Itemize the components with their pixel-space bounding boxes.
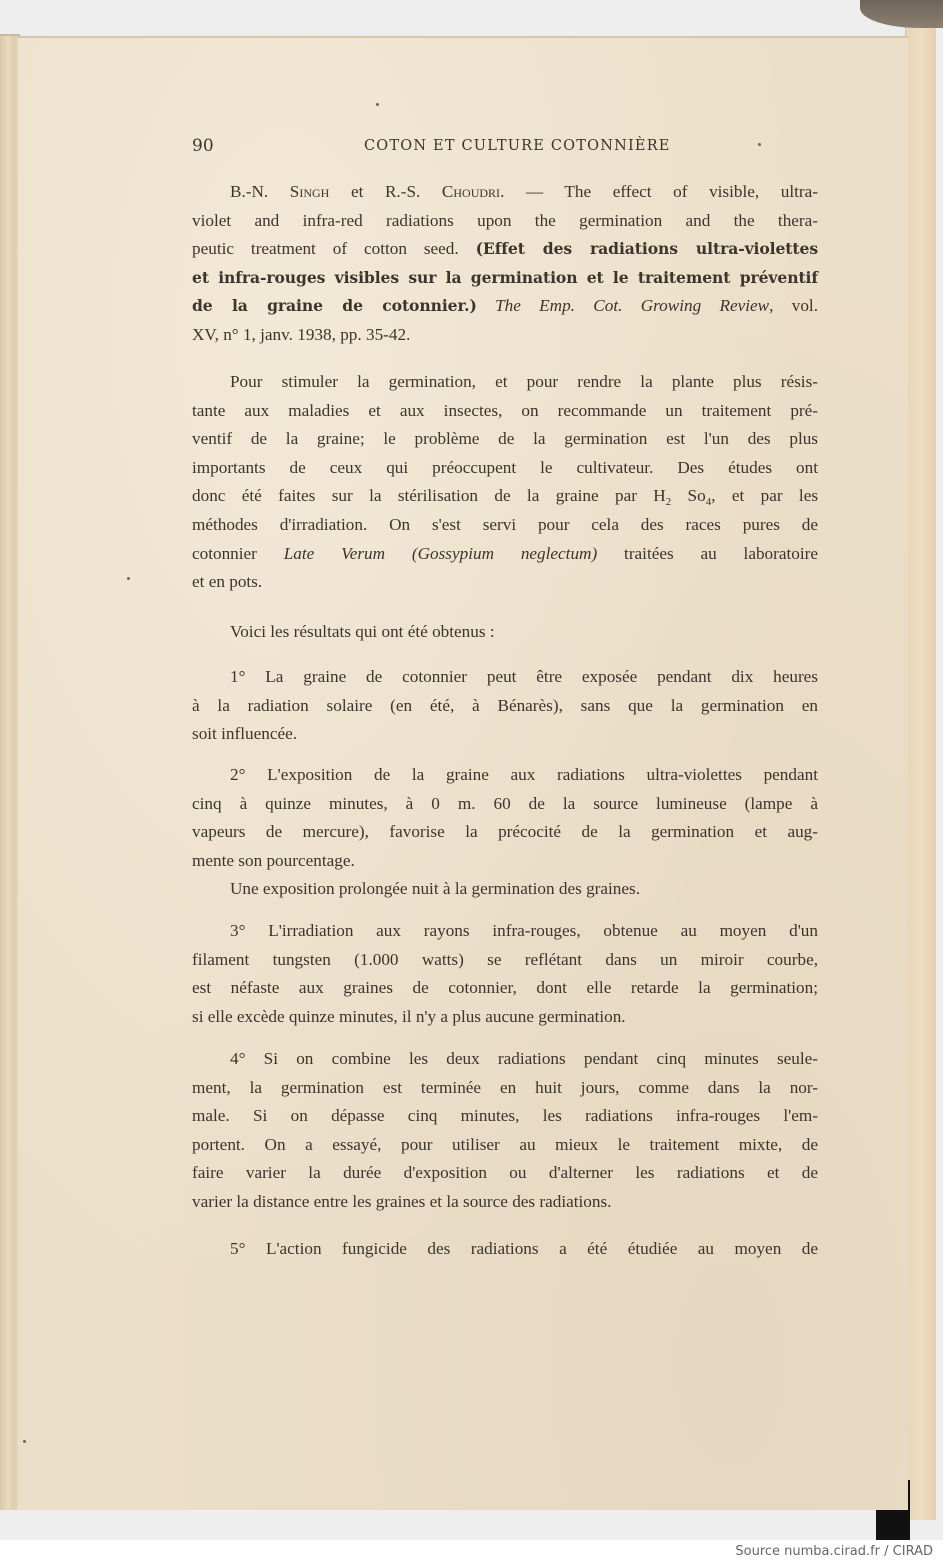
french-title: de la graine de cotonnier.) [192,296,477,316]
paragraph-line: Pour stimuler la germination, et pour rendre la plante plus résis- [230,372,818,391]
page-number: 90 [192,136,214,156]
source-caption: Source numba.cirad.fr / CIRAD [735,1544,933,1559]
page-edge-left [0,34,20,1510]
text-span: traitées au laboratoire [597,543,818,563]
paragraph-line [192,540,818,569]
paragraph-line: varier la distance entre les graines et la source des radiations. [192,1191,612,1211]
paragraph-line: male. Si on dépasse cinq minutes, les radiations infra-rouges l'em- [192,1106,818,1126]
result-4 [192,1045,818,1217]
species-name: Late Verum (Gossypium neglectum) [283,543,598,563]
result-1 [192,663,818,749]
paragraph-line: ment, la germination est terminée en huit jours, comme dans la nor- [192,1077,818,1097]
results-intro [192,618,818,647]
paragraph-line: tante aux maladies et aux insectes, on recommande un traitement pré- [192,400,818,420]
bibliographic-reference [192,178,818,350]
paragraph-line: et en pots. [192,572,263,592]
paragraph-line: mente son pourcentage. [192,850,355,870]
paragraph-line: si elle excède quinze minutes, il n'y a plus aucune germination. [192,1006,626,1026]
text-span: donc été faites sur la stérilisation de la graine par H [192,486,666,506]
paragraph-line [192,482,818,511]
reference-line [192,235,818,264]
journal-name: The Emp. Cot. Growing Review [476,296,770,316]
paragraph-line: Une exposition prolongée nuit à la germination des graines. [230,879,641,899]
paragraph-line: est néfaste aux graines de cotonnier, dont elle retarde la germination; [192,978,818,998]
author-initials: B.-N. [230,182,290,201]
paragraph-line: à la radiation solaire (en été, à Bénarès), sans que la germination en [192,695,818,715]
reference-line [192,178,818,207]
subscript: 4 [705,496,712,509]
paragraph-line: 4° Si on combine les deux radiations pendant cinq minutes seule- [230,1049,818,1068]
paragraph-line: 1° La graine de cotonnier peut être exposée pendant dix heures [230,667,818,686]
french-title: (Effet des radiations ultra-violettes [475,239,819,259]
intro-paragraph [192,368,818,597]
page-header [192,136,762,160]
reference-line: XV, n° 1, janv. 1938, pp. 35-42. [192,324,411,344]
reference-line: violet and infra-red radiations upon the germination and the thera- [192,210,818,230]
author-name: Singh [289,182,330,201]
book-binding [905,20,936,1520]
volume-label: , vol. [769,296,818,316]
paragraph-line: faire varier la durée d'exposition ou d'alterner les radiations et de [192,1163,818,1183]
reference-line: et infra-rouges visibles sur la germination et le traitement préventif [192,267,818,287]
text-span: So [671,486,706,506]
paragraph-line: importants de ceux qui préoccupent le cultivateur. Des études ont [192,457,818,477]
paragraph-line: vapeurs de mercure), favorise la précocité de la germination et aug- [192,822,818,842]
conjunction: et [329,182,385,201]
title-start: . — The effect of visible, ultra- [500,182,819,201]
paragraph-line: ventif de la graine; le problème de la germination est l'un des plus [192,429,818,449]
title-text: peutic treatment of cotton seed. [192,239,476,259]
print-speck [127,577,130,580]
author-name: Choudri [441,182,501,201]
reference-line [192,292,818,321]
subscript: 2 [665,496,672,509]
text-span: , et par les [711,486,819,506]
paragraph-line: Voici les résultats qui ont été obtenus : [230,622,495,641]
paragraph-line: 3° L'irradiation aux rayons infra-rouges, obtenue au moyen d'un [230,921,818,940]
paragraph-line: filament tungsten (1.000 watts) se reflétant dans un miroir courbe, [192,949,818,969]
text-span: cotonnier [192,543,284,563]
print-speck [376,103,379,106]
paragraph-line: 2° L'exposition de la graine aux radiations ultra-violettes pendant [230,765,818,784]
result-5 [192,1235,818,1264]
paragraph-line: portent. On a essayé, pour utiliser au mieux le traitement mixte, de [192,1134,818,1154]
result-3 [192,917,818,1031]
paragraph-line: cinq à quinze minutes, à 0 m. 60 de la source lumineuse (lampe à [192,793,818,813]
paragraph-line: 5° L'action fungicide des radiations a été étudiée au moyen de [230,1239,818,1258]
running-title: COTON ET CULTURE COTONNIÈRE [364,138,671,154]
print-speck [23,1440,26,1443]
result-2 [192,761,818,904]
paragraph-line: méthodes d'irradiation. On s'est servi pour cela des races pures de [192,514,818,534]
author-initials: R.-S. [384,182,442,201]
paragraph-line: soit influencée. [192,724,297,744]
